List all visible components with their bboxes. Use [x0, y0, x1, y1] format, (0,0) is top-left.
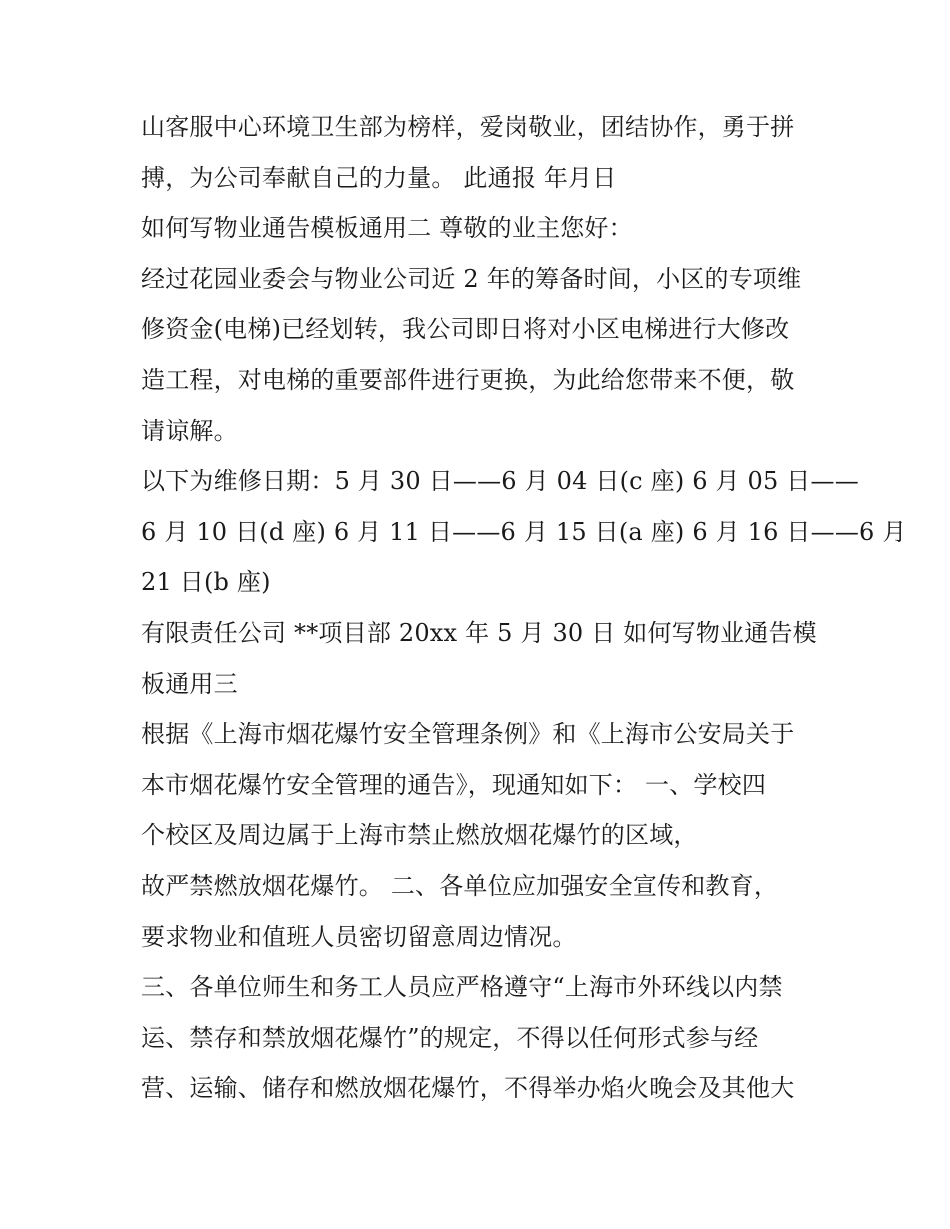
text-line: 故严禁燃放烟花爆竹。 二、各单位应加强安全宣传和教育，: [141, 871, 779, 900]
text-line: 三、各单位师生和务工人员应严格遵守“上海市外环线以内禁: [141, 973, 783, 1002]
text-line: 本市烟花爆竹安全管理的通告》，现通知如下： 一、学校四: [141, 770, 767, 799]
text-line: 修资金(电梯)已经划转，我公司即日将对小区电梯进行大修改: [141, 315, 790, 344]
text-line: 经过花园业委会与物业公司近 2 年的筹备时间，小区的专项维: [141, 264, 802, 293]
text-line: 21 日(b 座): [141, 568, 271, 597]
text-line: 搏，为公司奉献自己的力量。 此通报 年月日: [141, 163, 617, 192]
text-line: 个校区及周边属于上海市禁止燃放烟花爆竹的区域，: [141, 821, 698, 850]
text-line: 请谅解。: [141, 416, 238, 445]
text-line: 运、禁存和禁放烟花爆竹”的规定，不得以任何形式参与经: [141, 1023, 759, 1052]
text-line: 要求物业和值班人员密切留意周边情况。: [141, 922, 577, 951]
text-line: 6 月 10 日(d 座) 6 月 11 日——6 月 15 日(a 座) 6 月 16 日——6 月: [141, 517, 907, 546]
text-line: 营、运输、储存和燃放烟花爆竹，不得举办焰火晚会及其他大: [141, 1074, 795, 1103]
text-line: 板通用三: [141, 669, 238, 698]
text-line: 如何写物业通告模板通用二 尊敬的业主您好：: [141, 214, 633, 243]
document-body: [141, 102, 907, 1114]
text-line: 有限责任公司 **项目部 20xx 年 5 月 30 日 如何写物业通告模: [141, 618, 817, 647]
text-line: 以下为维修日期：5 月 30 日——6 月 04 日(c 座) 6 月 05 日——: [141, 467, 859, 496]
text-line: 造工程，对电梯的重要部件进行更换，为此给您带来不便，敬: [141, 365, 795, 394]
text-line: 根据《上海市烟花爆竹安全管理条例》和《上海市公安局关于: [141, 720, 795, 749]
text-line: 山客服中心环境卫生部为榜样，爱岗敬业，团结协作，勇于拼: [141, 113, 795, 141]
